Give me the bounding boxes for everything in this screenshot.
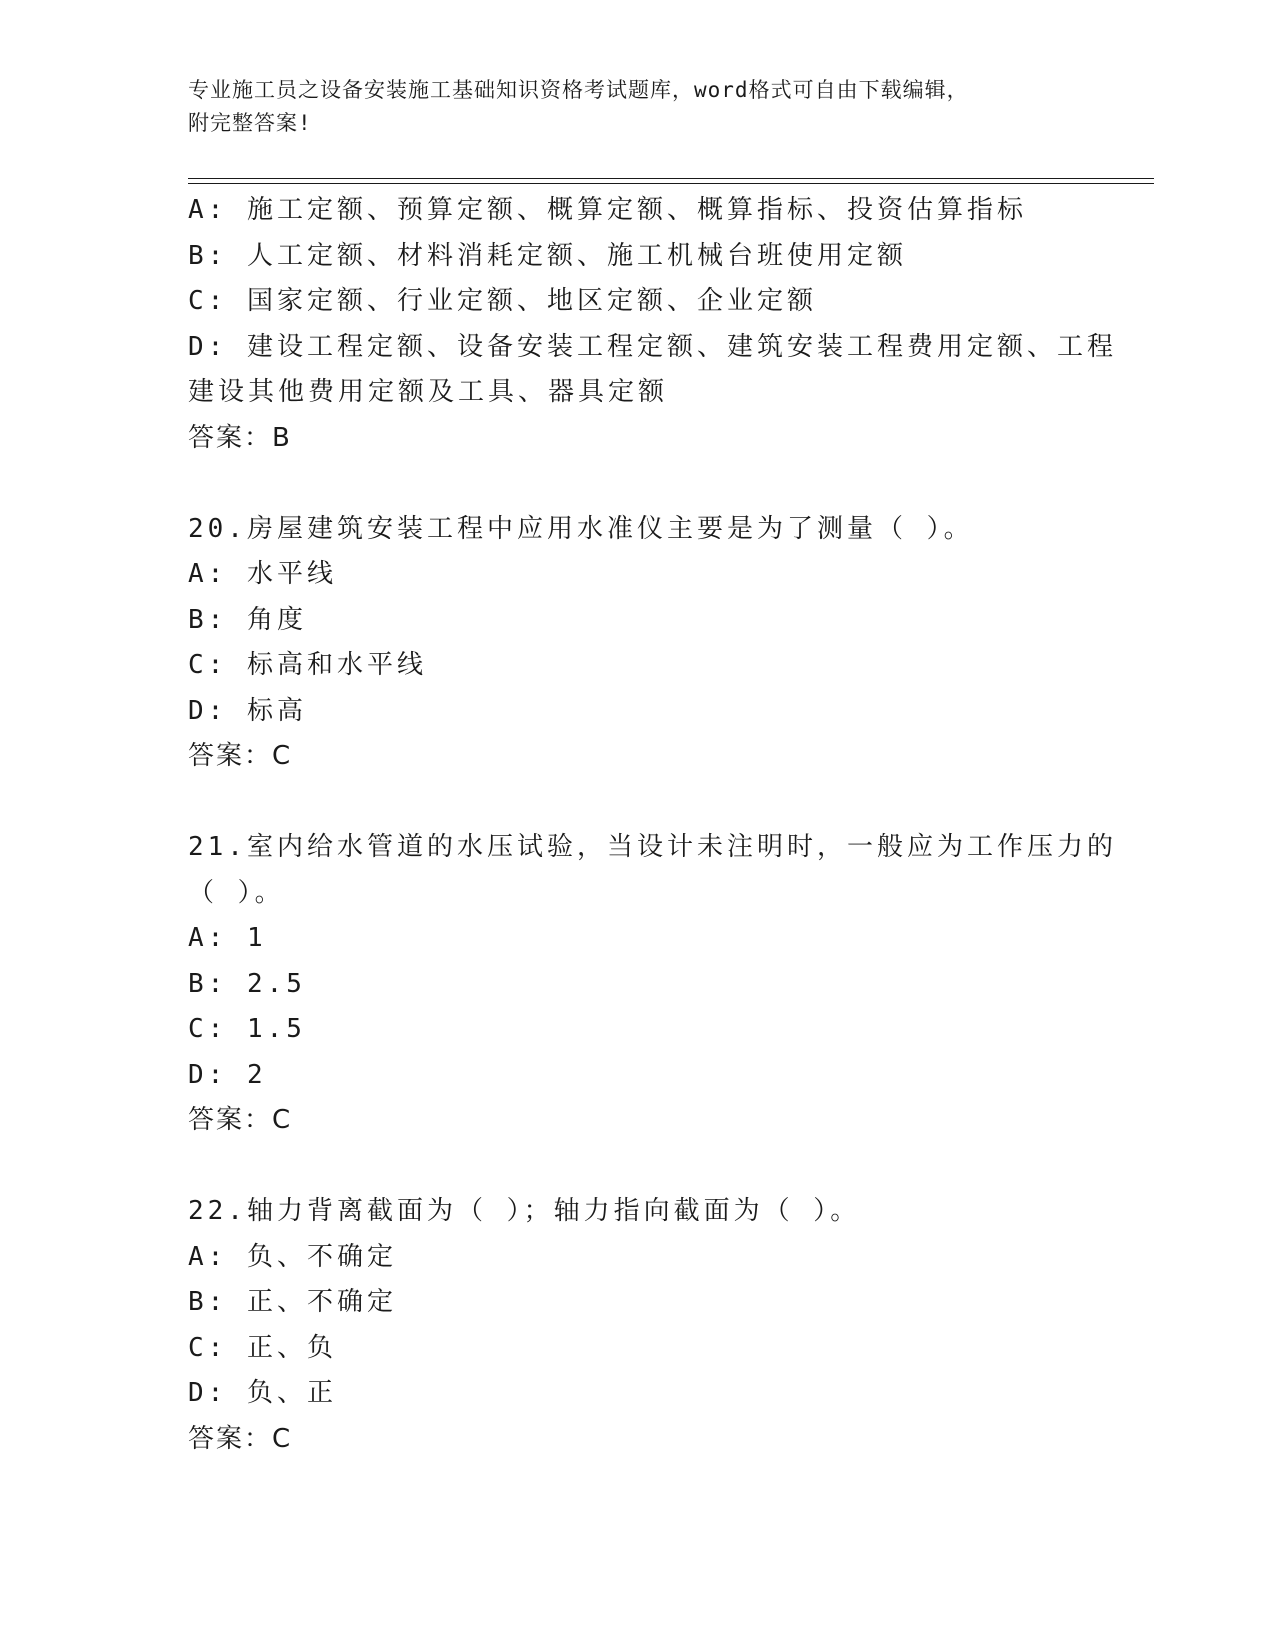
option-d: D: 建设工程定额、设备安装工程定额、建筑安装工程费用定额、工程 <box>188 331 1117 362</box>
question-20 <box>188 507 1088 780</box>
option-b: B: 2.5 <box>188 968 306 999</box>
spacer <box>188 780 1088 826</box>
question-text-continuation: （ ）。 <box>188 877 285 908</box>
option-d-continuation: 建设其他费用定额及工具、器具定额 <box>188 377 669 407</box>
spacer <box>188 1144 1088 1190</box>
option-a: A: 施工定额、预算定额、概算定额、概算指标、投资估算指标 <box>188 195 1027 225</box>
spacer <box>188 461 1088 507</box>
answer: 答案：C <box>188 1423 293 1454</box>
question-19 <box>188 188 1117 461</box>
question-text: 22.轴力背离截面为（ ）；轴力指向截面为（ ）。 <box>188 1196 861 1226</box>
header-line-1: 专业施工员之设备安装施工基础知识资格考试题库，word格式可自由下载编辑， <box>188 78 969 102</box>
option-b: B: 角度 <box>188 604 307 635</box>
option-a: A: 1 <box>188 923 267 953</box>
option-d: D: 负、正 <box>188 1378 337 1408</box>
option-b: B: 人工定额、材料消耗定额、施工机械台班使用定额 <box>188 240 907 271</box>
option-a: A: 负、不确定 <box>188 1241 397 1272</box>
option-d: D: 2 <box>188 1059 267 1090</box>
header-double-rule <box>188 178 1154 184</box>
header-line-2: 附完整答案! <box>188 111 312 135</box>
answer: 答案：C <box>188 1105 293 1135</box>
answer: 答案：B <box>188 422 292 453</box>
option-c: C: 标高和水平线 <box>188 650 427 680</box>
question-21 <box>188 825 1117 1144</box>
option-a: A: 水平线 <box>188 559 337 589</box>
option-b: B: 正、不确定 <box>188 1287 397 1317</box>
question-list <box>188 188 1117 1462</box>
document-header <box>188 74 1068 140</box>
question-text: 21.室内给水管道的水压试验，当设计未注明时，一般应为工作压力的 <box>188 832 1117 862</box>
option-c: C: 正、负 <box>188 1332 337 1363</box>
question-text: 20.房屋建筑安装工程中应用水准仪主要是为了测量（ ）。 <box>188 513 974 544</box>
answer: 答案：C <box>188 741 293 771</box>
option-d: D: 标高 <box>188 695 307 726</box>
option-c: C: 1.5 <box>188 1014 306 1044</box>
question-22 <box>188 1189 1088 1462</box>
option-c: C: 国家定额、行业定额、地区定额、企业定额 <box>188 286 817 316</box>
